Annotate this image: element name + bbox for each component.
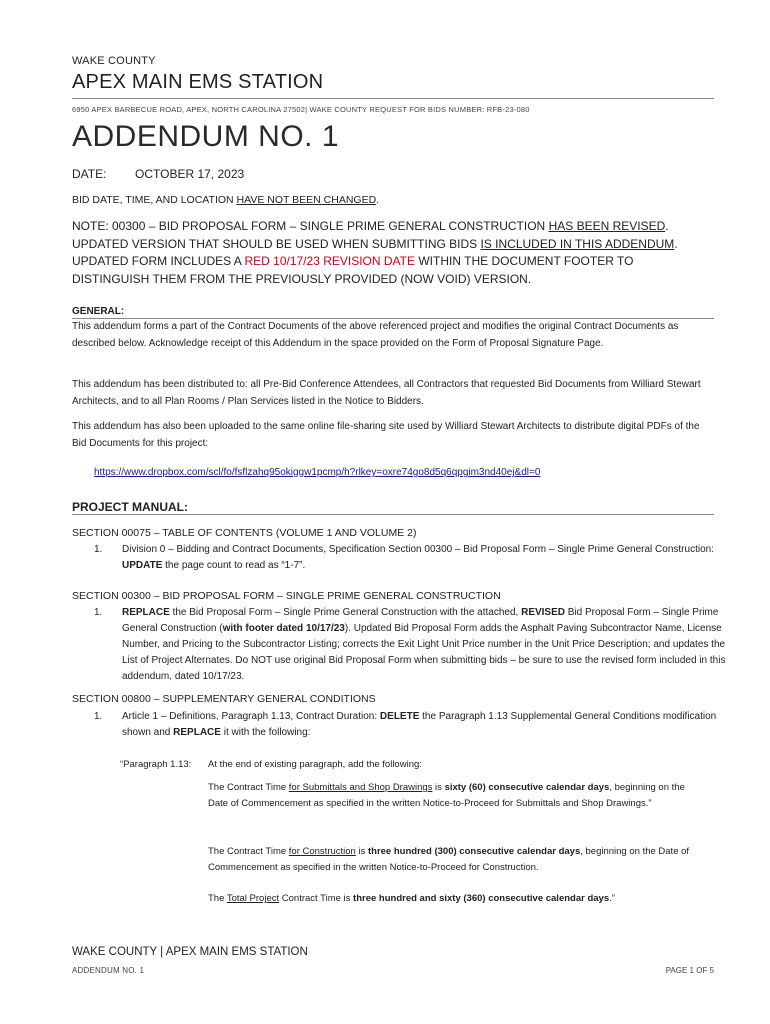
quote-text-end: .” bbox=[609, 893, 615, 904]
revision-note bbox=[72, 218, 722, 288]
footer-title: WAKE COUNTY | APEX MAIN EMS STATION bbox=[72, 946, 308, 958]
item-keyword-replace: REPLACE bbox=[173, 727, 221, 738]
header-address: 6950 APEX BARBECUE ROAD, APEX, NORTH CAROLINA 27502| WAKE COUNTY REQUEST FOR BIDS NUMBER: RFB-23-080 bbox=[72, 105, 530, 114]
header-station: APEX MAIN EMS STATION bbox=[72, 71, 324, 93]
note-line-3: UPDATED FORM INCLUDES A bbox=[72, 254, 245, 268]
quote-label: “Paragraph 1.13: bbox=[120, 759, 192, 770]
item-text: Article 1 – Definitions, Paragraph 1.13, Contract Duration: bbox=[122, 711, 380, 722]
note-red-revision-date: RED 10/17/23 REVISION DATE bbox=[244, 254, 415, 268]
quote-underlined: for Submittals and Shop Drawings bbox=[288, 782, 433, 793]
quote-text: The Contract Time bbox=[208, 782, 289, 793]
footer-page-number: PAGE 1 OF 5 bbox=[665, 966, 714, 975]
general-heading: GENERAL: bbox=[72, 306, 125, 317]
quote-text-end: , beginning on the Date of Commencement as specified in the written Notice-to-Proceed for Construction. bbox=[208, 846, 690, 873]
item-text-end: ). Updated Bid Proposal Form adds the Asphalt Paving Subcontractor Name, License Number, and Pricing to the Subcontractor Listing; corrects the Exit Light Unit Price number in the Unit Price Description; and updates the List of Project Alternates. Do NOT use original Bid Proposal Form when submitting bids – be sure to use the revised form included in this addendum, dated 10/17/23. bbox=[122, 623, 726, 682]
item-keyword-replace: REPLACE bbox=[122, 607, 170, 618]
note-line-1: NOTE: 00300 – BID PROPOSAL FORM – SINGLE PRIME GENERAL CONSTRUCTION bbox=[72, 219, 549, 233]
item-number: 1. bbox=[94, 607, 103, 618]
item-keyword: UPDATE bbox=[122, 560, 163, 571]
quote-bold: sixty (60) consecutive calendar days bbox=[444, 782, 610, 793]
date-value: OCTOBER 17, 2023 bbox=[135, 167, 245, 181]
item-footer-date: with footer dated 10/17/23 bbox=[222, 623, 345, 634]
item-text-end: the page count to read as “1-7”. bbox=[162, 560, 306, 571]
item-keyword-revised: REVISED bbox=[521, 607, 565, 618]
quote-text: The Contract Time bbox=[208, 846, 289, 857]
item-text: the Bid Proposal Form – Single Prime General Construction with the attached, bbox=[169, 607, 522, 618]
note-line-3-end: WITHIN THE DOCUMENT FOOTER TO bbox=[415, 254, 634, 268]
quote-text: is bbox=[355, 846, 368, 857]
bid-line-underlined: HAVE NOT BEEN CHANGED bbox=[236, 194, 377, 206]
item-number: 1. bbox=[94, 544, 103, 555]
item-text: Bid Proposal Form – Single Prime General Construction ( bbox=[122, 607, 719, 634]
quote-text: is bbox=[432, 782, 445, 793]
header-county: WAKE COUNTY bbox=[72, 55, 156, 67]
item-text: the Paragraph 1.13 Supplemental General Conditions modification shown and bbox=[122, 711, 717, 738]
quote-underlined: Total Project bbox=[226, 893, 280, 904]
general-para-1: This addendum forms a part of the Contract Documents of the above referenced project and modifies the original Contract Documents as described below. Acknowledge receipt of this Addendum in the space provided on the Form of Proposal Signature Page. bbox=[72, 321, 679, 349]
note-line-1-underlined: HAS BEEN REVISED bbox=[548, 219, 666, 233]
date-label: DATE: bbox=[72, 167, 107, 181]
section-00075-title: SECTION 00075 – TABLE OF CONTENTS (VOLUME 1 AND VOLUME 2) bbox=[72, 527, 417, 539]
quote-total bbox=[208, 891, 708, 907]
bid-line-end: . bbox=[376, 194, 380, 206]
note-line-2-underlined: IS INCLUDED IN THIS ADDENDUM bbox=[480, 236, 675, 251]
quote-underlined: for Construction bbox=[288, 846, 356, 857]
quote-bold: three hundred (300) consecutive calendar days bbox=[367, 846, 581, 857]
quote-bold: three hundred and sixty (360) consecutive calendar days bbox=[353, 893, 610, 904]
footer-addendum: ADDENDUM NO. 1 bbox=[72, 966, 145, 975]
header-divider bbox=[72, 98, 714, 99]
bid-date-line bbox=[72, 194, 379, 206]
quote-text: The bbox=[208, 893, 227, 904]
note-line-2: UPDATED VERSION THAT SHOULD BE USED WHEN SUBMITTING BIDS bbox=[72, 236, 481, 251]
quote-submittals bbox=[208, 780, 688, 812]
general-para-3: This addendum has also been uploaded to the same online file-sharing site used by Williard Stewart Architects to distribute digital PDFs of the Bid Documents for this project: bbox=[72, 421, 700, 449]
dropbox-link[interactable]: https://www.dropbox.com/scl/fo/fsflzahq95okiggw1pcmp/h?rlkey=oxre74go8d5q6qpgim3nd40ej&dl=0 bbox=[94, 467, 541, 478]
note-line-1-end: . bbox=[665, 219, 669, 233]
item-text-end: it with the following: bbox=[220, 727, 311, 738]
general-para-2: This addendum has been distributed to: all Pre-Bid Conference Attendees, all Contractors that requested Bid Documents from Williard Stewart Architects, and to all Plan Rooms / Plan Services listed in the Notice to Bidders. bbox=[72, 379, 701, 407]
date-row bbox=[72, 167, 244, 181]
project-manual-heading: PROJECT MANUAL: bbox=[72, 500, 188, 514]
project-manual-divider bbox=[72, 514, 714, 515]
item-keyword-delete: DELETE bbox=[379, 711, 420, 722]
bid-line-text: BID DATE, TIME, AND LOCATION bbox=[72, 194, 237, 206]
section-00300-title: SECTION 00300 – BID PROPOSAL FORM – SINGLE PRIME GENERAL CONSTRUCTION bbox=[72, 590, 501, 602]
quote-text-end: , beginning on the Date of Commencement as specified in the written Notice-to-Proceed for Submittals and Shop Drawings.” bbox=[208, 782, 685, 809]
addendum-title: ADDENDUM NO. 1 bbox=[72, 120, 340, 153]
section-00800-title: SECTION 00800 – SUPPLEMENTARY GENERAL CONDITIONS bbox=[72, 693, 376, 705]
note-line-2-end: . bbox=[674, 236, 678, 251]
quote-text: Contract Time is bbox=[279, 893, 354, 904]
item-text: Division 0 – Bidding and Contract Documents, Specification Section 00300 – Bid Proposal Form – Single Prime General Construction: bbox=[122, 544, 714, 555]
quote-construction bbox=[208, 844, 708, 876]
item-number: 1. bbox=[94, 711, 103, 722]
quote-intro: At the end of existing paragraph, add the following: bbox=[208, 759, 422, 770]
note-line-4: DISTINGUISH THEM FROM THE PREVIOUSLY PROVIDED (NOW VOID) VERSION. bbox=[72, 271, 532, 286]
